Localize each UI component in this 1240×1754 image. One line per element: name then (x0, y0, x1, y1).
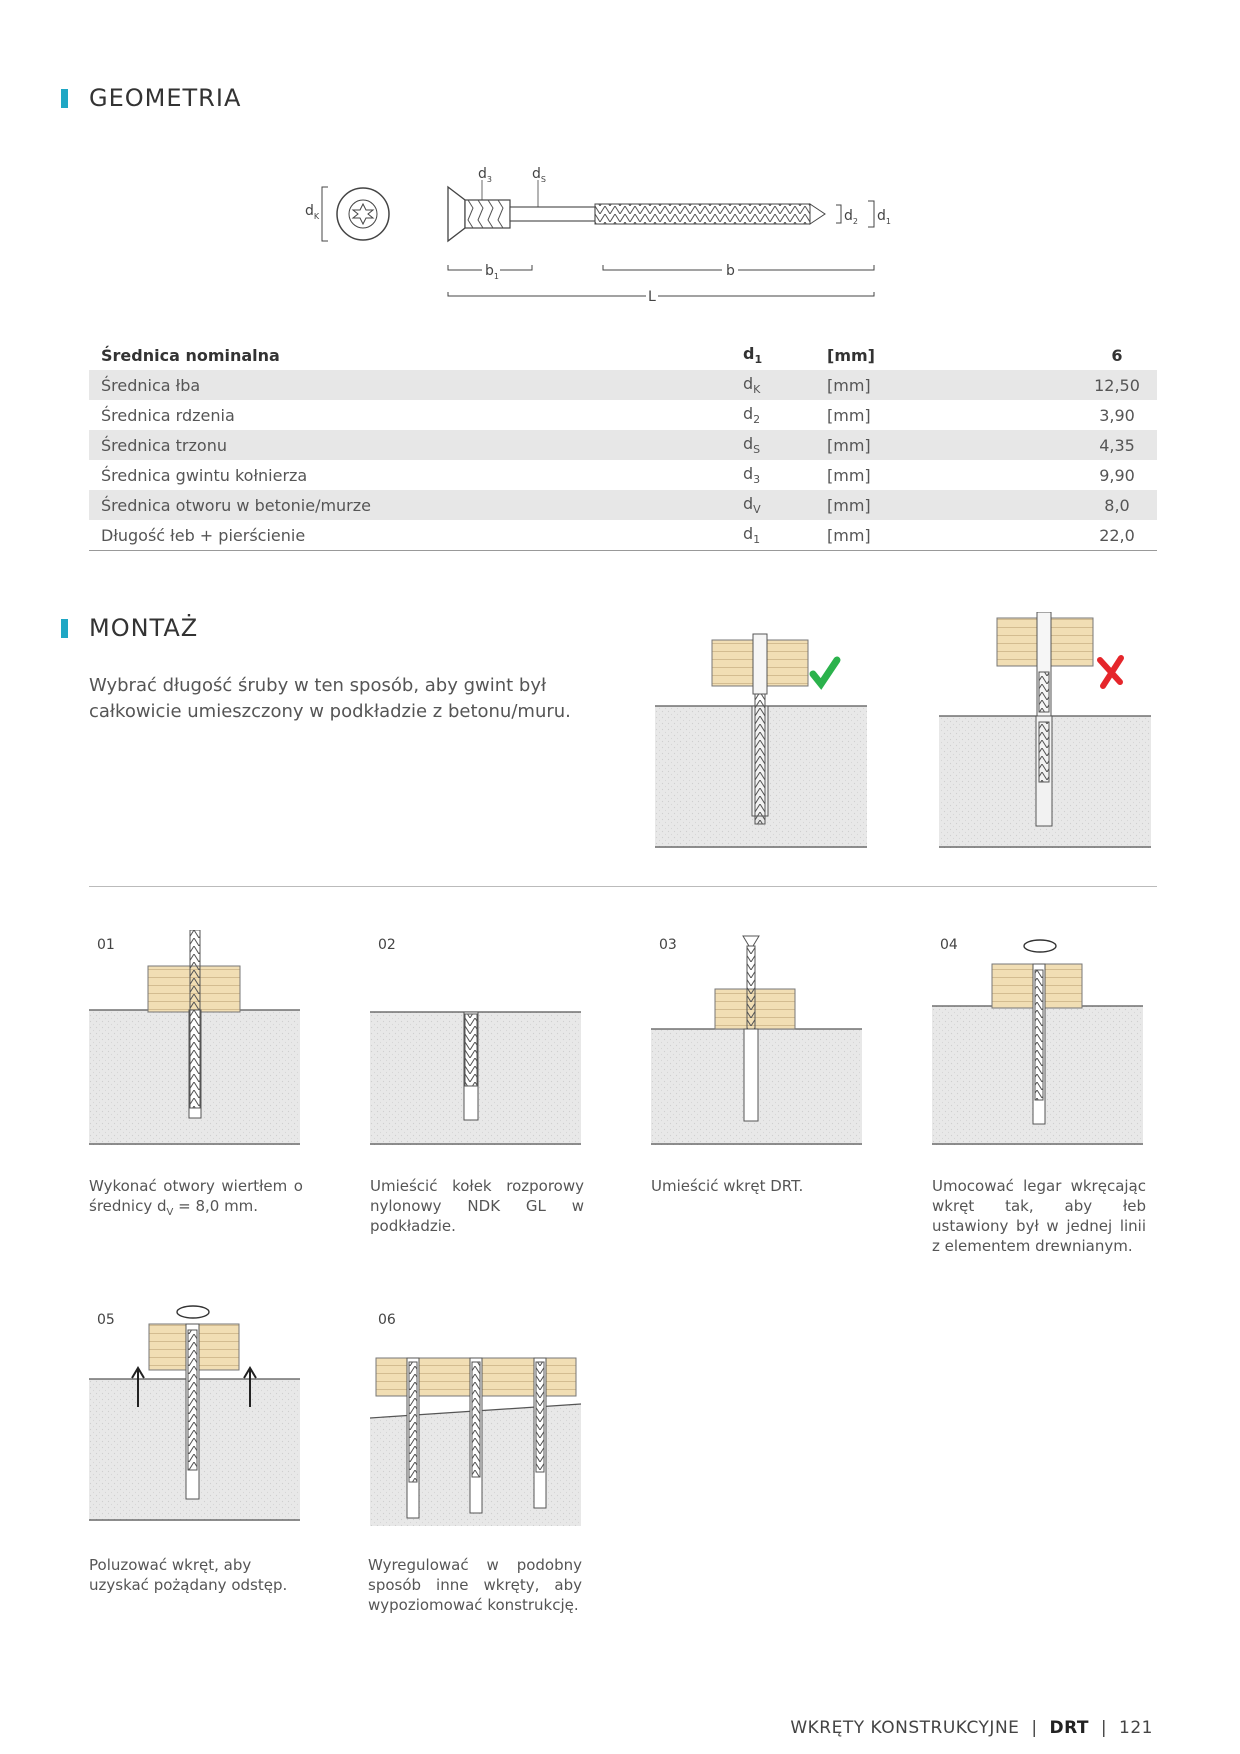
section-title-geometria: GEOMETRIA (89, 84, 242, 112)
d3-label: $d_3$ (478, 166, 492, 184)
cell-name: Średnica nominalna (101, 345, 280, 365)
step-number: 04 (940, 937, 958, 953)
table-header-row (89, 340, 1157, 370)
d2-label: $d_2$ (844, 208, 858, 226)
step-05-figure (89, 1302, 301, 1526)
step-number: 01 (97, 937, 115, 953)
l-label: L (648, 289, 656, 305)
check-icon (813, 660, 837, 684)
table-row: Średnica trzonu $d_S$ [mm] 4,35 (89, 430, 1157, 460)
step-03-figure (651, 930, 863, 1150)
spec-table (89, 340, 1157, 551)
page-footer (790, 1718, 1153, 1738)
screw-drawing (290, 150, 970, 310)
step-number: 06 (378, 1312, 396, 1328)
step-text: Umieścić kołek rozporowy nylonowy NDK GL w podkładzie. (370, 1177, 584, 1235)
step-text: Poluzować wkręt, aby uzyskać pożądany odstęp. (89, 1556, 288, 1594)
b1-label: $b_1$ (485, 263, 499, 281)
table-row: Średnica gwintu kołnierza $d_3$ [mm] 9,90 (101, 463, 1135, 487)
step-text: Umocować legar wkręcając wkręt tak, aby łeb ustawiony był w jednej linii z elementem drewnianym. (932, 1177, 1146, 1255)
page-number: 121 (1119, 1718, 1153, 1738)
ds-label: $d_S$ (532, 166, 546, 184)
step-04-figure (932, 930, 1144, 1150)
step-text: Wyregulować w podobny sposób inne wkręty, aby wypoziomować konstrukcję. (368, 1556, 582, 1614)
divider (89, 886, 1157, 887)
table-row: Średnica otworu w betonie/murze $d_V$ [mm] 8,0 (89, 490, 1157, 520)
d1-label: $d_1$ (877, 208, 891, 226)
step-number: 05 (97, 1312, 115, 1328)
wrong-installation-figure (937, 612, 1162, 852)
footer-section: WKRĘTY KONSTRUKCYJNE (790, 1718, 1020, 1738)
step-01-figure (89, 930, 301, 1150)
step-number: 03 (659, 937, 677, 953)
section-title-montaz: MONTAŻ (89, 614, 199, 642)
table-row: Średnica rdzenia $d_2$ [mm] 3,90 (101, 403, 1135, 427)
b-label: b (726, 263, 735, 279)
correct-installation-figure (655, 620, 880, 850)
rotate-icon (177, 1306, 209, 1318)
table-row: Średnica łba $d_K$ [mm] 12,50 (89, 370, 1157, 400)
intro-text: Wybrać długość śruby w ten sposób, aby gwint był całkowicie umieszczony w podkładzie z betonu/muru. (89, 675, 571, 722)
cross-icon (1100, 658, 1121, 686)
section-marker (61, 619, 68, 638)
step-text: Wykonać otwory wiertłem o średnicy $d_V = 8,0$ mm. (89, 1177, 303, 1218)
footer-sep: | (1031, 1718, 1038, 1738)
section-marker (61, 89, 68, 108)
screw-side-view (448, 180, 825, 241)
cell-symbol: $d_1$ (743, 343, 763, 367)
cell-value: 6 (1111, 345, 1123, 365)
step-02-figure (370, 930, 582, 1150)
step-text: Umieścić wkręt DRT. (651, 1177, 804, 1195)
step-06-figure (370, 1302, 582, 1526)
screw-head-view (337, 188, 389, 240)
footer-product: DRT (1049, 1718, 1089, 1738)
footer-sep: | (1100, 1718, 1108, 1738)
dk-label: $d_K$ (305, 203, 320, 221)
table-row: Długość łeb + pierścienie $d_1$ [mm] 22,0 (89, 520, 1157, 551)
cell-unit: [mm] (827, 345, 875, 365)
rotate-icon (1024, 940, 1056, 952)
step-number: 02 (378, 937, 396, 953)
